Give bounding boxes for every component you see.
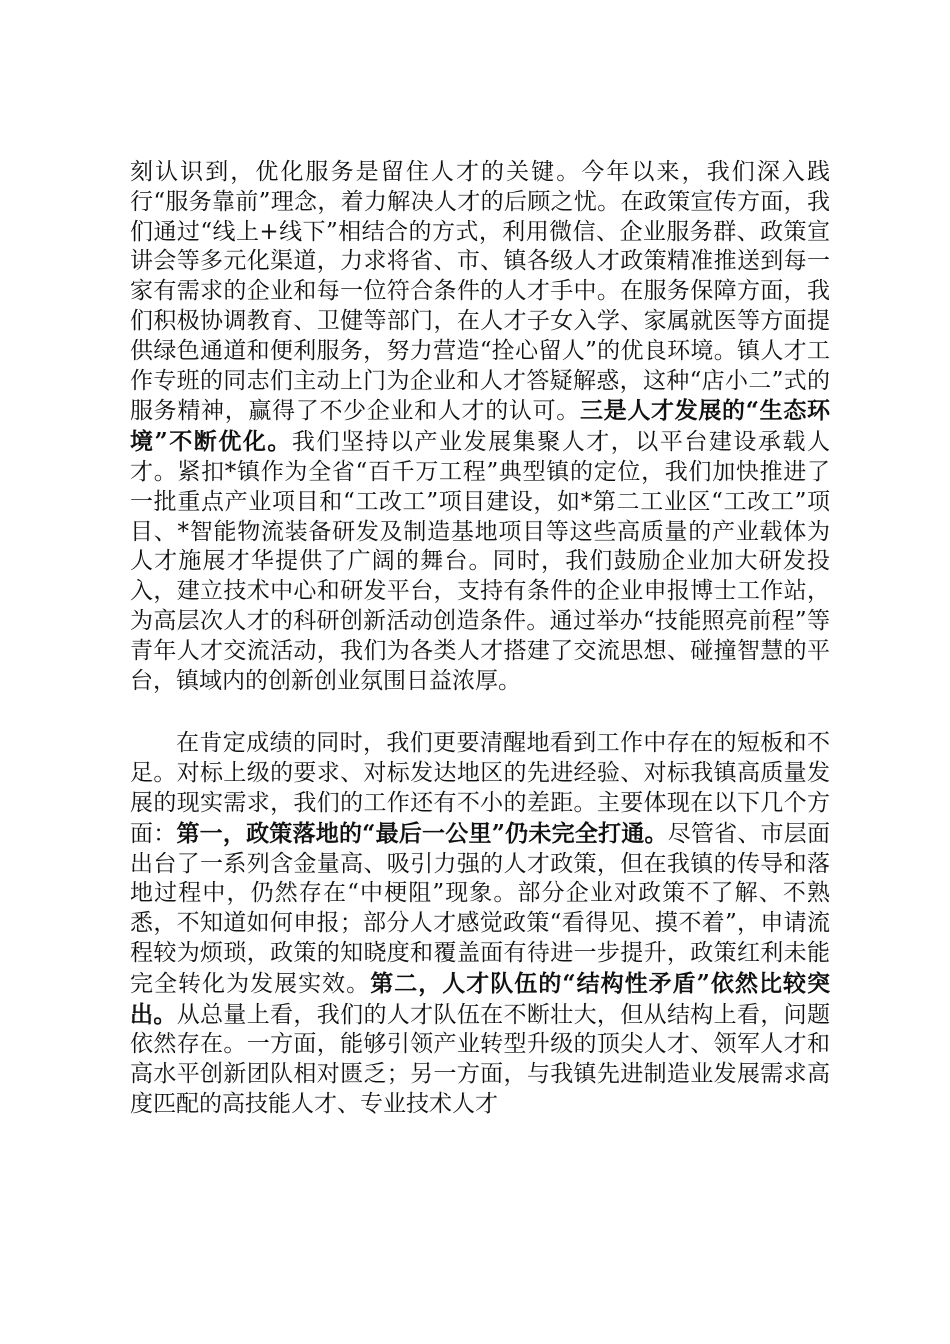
- paragraph-2-text-2: 尽管省、市层面出台了一系列含金量高、吸引力强的人才政策，但在我镇的传导和落地过程中，仍然存在“中梗阻”现象。部分企业对政策不了解、不熟悉，不知道如何申报；部分人才感觉政策“看得见、摸不着”，申请流程较为烦琐，政策的知晓度和覆盖面有待进一步提升，政策红利未能完全转化为发展实效。: [130, 820, 830, 997]
- paragraph-1-bold-heading: 三是人才发展的“生态环境”不断优化。: [130, 397, 830, 456]
- paragraph-1-text-2: 我们坚持以产业发展集聚人才，以平台建设承载人才。紧扣*镇作为全省“百千万工程”典型镇的定位，我们加快推进了一批重点产业项目和“工改工”项目建设，如*第二工业区“工改工”项目、*智能物流装备研发及制造基地项目等这些高质量的产业载体为人才施展才华提供了广阔的舞台。同时，我们鼓励企业加大研发投入，建立技术中心和研发平台，支持有条件的企业申报博士工作站，为高层次人才的科研创新活动创造条件。通过举办“技能照亮前程”等青年人才交流活动，我们为各类人才搭建了交流思想、碰撞智慧的平台，镇域内的创新创业氛围日益浓厚。: [130, 429, 830, 694]
- paragraph-2-text-3: 从总量上看，我们的人才队伍在不断壮大，但从结构上看，问题依然存在。一方面，能够引领产业转型升级的顶尖人才、领军人才和高水平创新团队相对匮乏；另一方面，与我镇先进制造业发展需求高度匹配的高技能人才、专业技术人才: [130, 1001, 831, 1117]
- paragraph-2-text-1: 在肯定成绩的同时，我们更要清醒地看到工作中存在的短板和不足。对标上级的要求、对标发达地区的先进经验、对标我镇高质量发展的现实需求，我们的工作还有不小的差距。主要体现在以下几个方面：: [130, 730, 830, 847]
- paragraph-2: [130, 729, 830, 1119]
- paragraph-2-bold-heading-2: 第二，人才队伍的“结构性矛盾”依然比较突出。: [130, 969, 830, 1028]
- paragraph-1-text-1: 刻认识到，优化服务是留住人才的关键。今年以来，我们深入践行“服务靠前”理念，着力解决人才的后顾之忧。在政策宣传方面，我们通过“线上+线下”相结合的方式，利用微信、企业服务群、政策宣讲会等多元化渠道，力求将省、市、镇各级人才政策精准推送到每一家有需求的企业和每一位符合条件的人才手中。在服务保障方面，我们积极协调教育、卫健等部门，在人才子女入学、家属就医等方面提供绿色通道和便利服务，努力营造“拴心留人”的优良环境。镇人才工作专班的同志们主动上门为企业和人才答疑解惑，这种“店小二”式的服务精神，赢得了不少企业和人才的认可。: [130, 159, 830, 425]
- paragraph-2-bold-heading-1: 第一，政策落地的“最后一公里”仍未完全打通。: [176, 819, 668, 847]
- document-page: [130, 158, 830, 1120]
- paragraph-1: [130, 158, 830, 696]
